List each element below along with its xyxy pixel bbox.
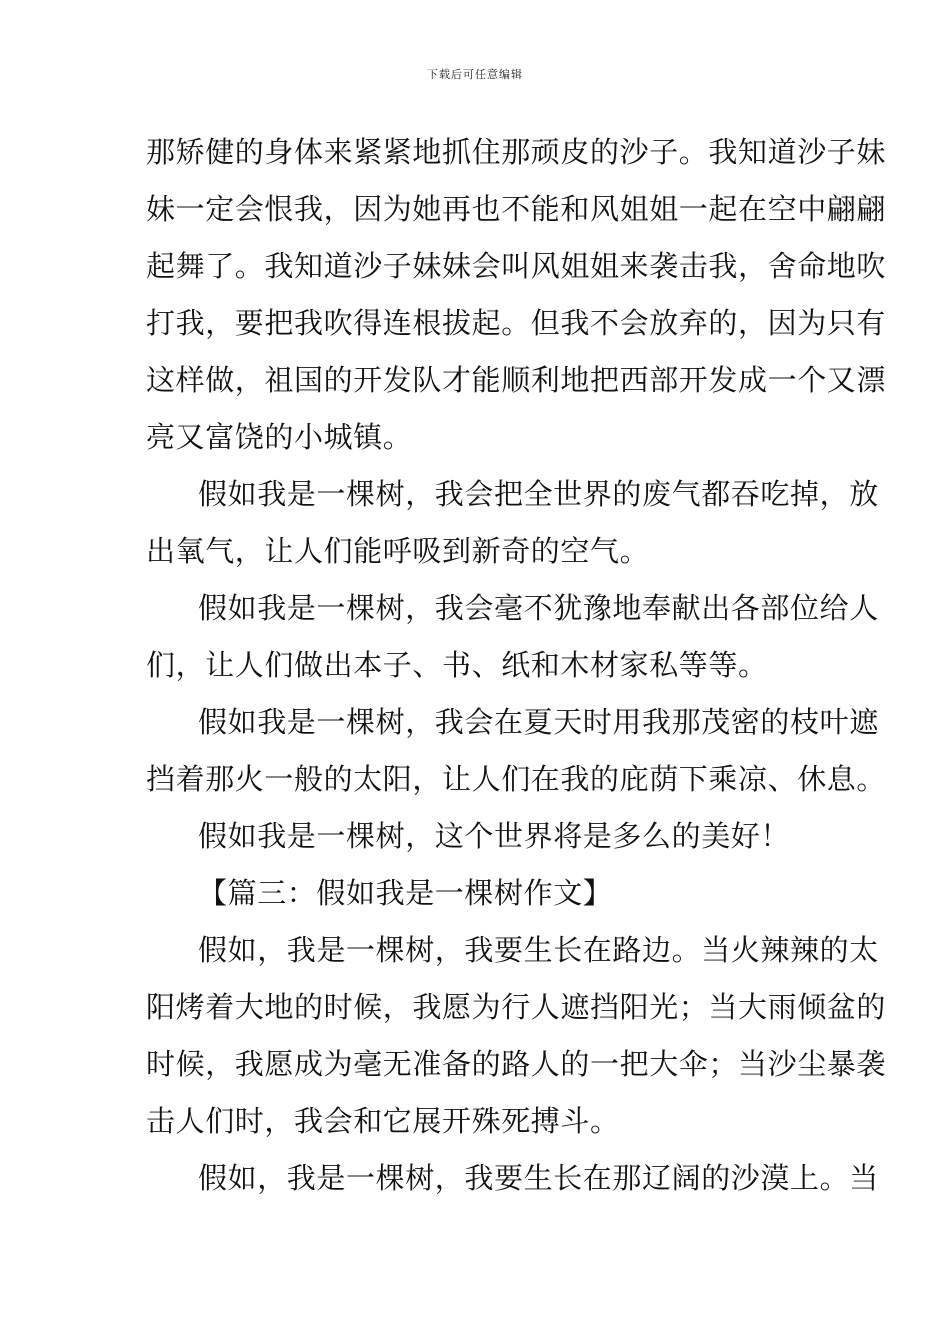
section-heading: 【篇三：假如我是一棵树作文】 [198, 876, 613, 910]
paragraph-line: 妹一定会恨我，因为她再也不能和风姐姐一起在空中翩翩 [146, 192, 887, 226]
paragraph-line: 击人们时，我会和它展开殊死搏斗。 [146, 1104, 620, 1138]
paragraph-line: 们，让人们做出本子、书、纸和木材家私等等。 [146, 648, 768, 682]
paragraph-line: 假如我是一棵树，我会毫不犹豫地奉献出各部位给人 [198, 591, 879, 625]
paragraph-line: 假如我是一棵树，我会把全世界的废气都吞吃掉，放 [198, 477, 879, 511]
paragraph-line: 那矫健的身体来紧紧地抓住那顽皮的沙子。我知道沙子妹 [146, 135, 887, 169]
paragraph-line: 亮又富饶的小城镇。 [146, 420, 413, 454]
paragraph-line: 假如我是一棵树，这个世界将是多么的美好！ [198, 819, 791, 853]
paragraph-line: 起舞了。我知道沙子妹妹会叫风姐姐来袭击我，舍命地吹 [146, 249, 887, 283]
paragraph-line: 打我，要把我吹得连根拔起。但我不会放弃的，因为只有 [146, 306, 887, 340]
paragraph-line: 时候，我愿成为毫无准备的路人的一把大伞；当沙尘暴袭 [146, 1047, 887, 1081]
header-note: 下载后可任意编辑 [427, 68, 523, 81]
paragraph-line: 这样做，祖国的开发队才能顺利地把西部开发成一个又漂 [146, 363, 887, 397]
paragraph-line: 假如，我是一棵树，我要生长在路边。当火辣辣的太 [198, 933, 879, 967]
paragraph-line: 假如我是一棵树，我会在夏天时用我那茂密的枝叶遮 [198, 705, 879, 739]
paragraph-line: 假如，我是一棵树，我要生长在那辽阔的沙漠上。当 [198, 1161, 879, 1195]
paragraph-line: 出氧气，让人们能呼吸到新奇的空气。 [146, 534, 650, 568]
paragraph-line: 挡着那火一般的太阳，让人们在我的庇荫下乘凉、休息。 [146, 762, 887, 796]
paragraph-line: 阳烤着大地的时候，我愿为行人遮挡阳光；当大雨倾盆的 [146, 990, 887, 1024]
